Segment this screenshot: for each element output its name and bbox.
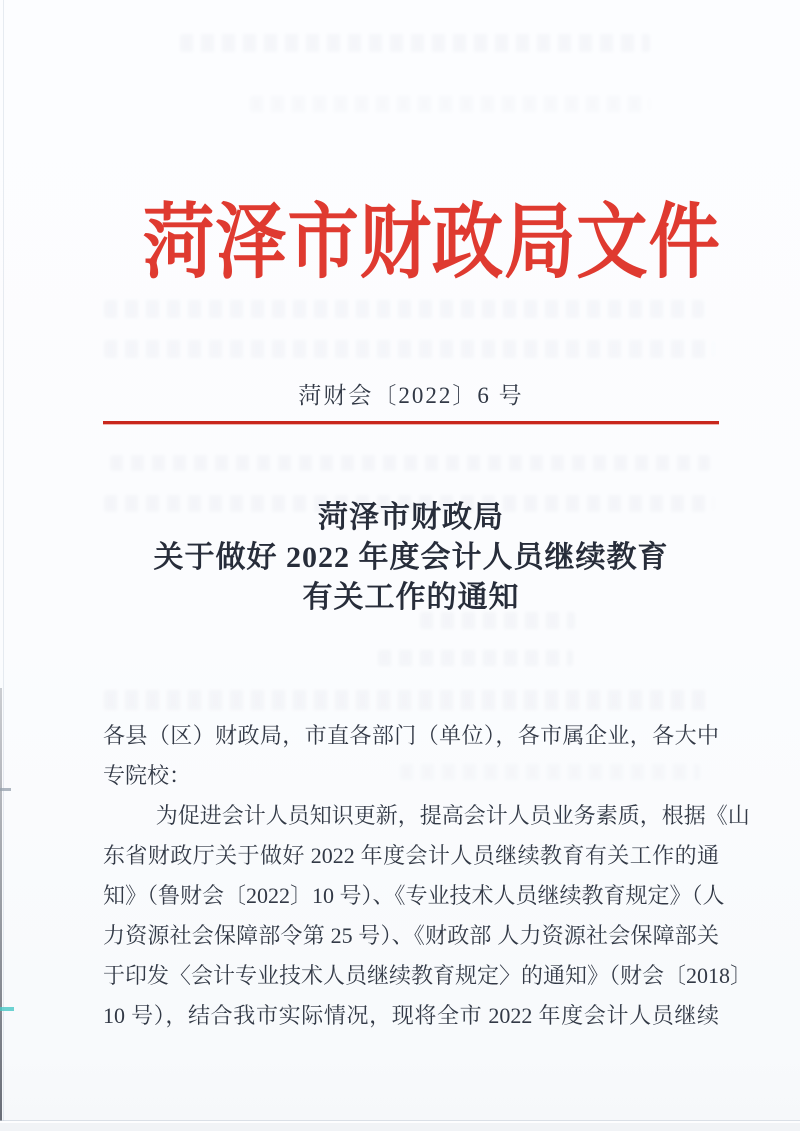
- body-text-line: 为促进会计人员知识更新，提高会计人员业务素质，根据《山: [155, 803, 750, 828]
- scan-edge-line: [3, 0, 4, 1131]
- body-text-line: 专院校：: [103, 763, 192, 788]
- document-title-line: 有关工作的通知: [302, 581, 520, 614]
- body-text-line: 知》（鲁财会〔2022〕10 号）、《专业技术人员继续教育规定》（人: [103, 883, 725, 908]
- document-masthead-title: 菏泽市财政局文件: [143, 197, 721, 288]
- bleedthrough-smudge: [104, 690, 709, 710]
- document-title: [103, 498, 719, 618]
- document-number: 菏财会〔2022〕6 号: [298, 383, 524, 408]
- body-text-line: 各县（区）财政局，市直各部门（单位），各市属企业，各大中: [103, 723, 719, 748]
- bleedthrough-smudge: [250, 96, 650, 112]
- body-text-line: 10 号），结合我市实际情况，现将全市 2022 年度会计人员继续: [103, 1003, 719, 1028]
- body-text-line: 力资源社会保障部令第 25 号）、《财政部 人力资源社会保障部关: [103, 923, 719, 948]
- scan-edge-line: [0, 688, 2, 1131]
- bleedthrough-smudge: [110, 455, 710, 471]
- bleedthrough-smudge: [104, 300, 704, 318]
- bleedthrough-smudge: [104, 340, 714, 358]
- page-bottom-edge: [0, 1121, 800, 1131]
- document-title-line: 关于做好 2022 年度会计人员继续教育: [153, 541, 669, 574]
- document-title-line: 菏泽市财政局: [318, 501, 504, 534]
- document-body: [103, 716, 753, 1036]
- red-divider-line: [103, 421, 719, 424]
- bleedthrough-smudge: [180, 34, 650, 52]
- scan-tick-mark: [0, 788, 11, 791]
- body-text-line: 东省财政厅关于做好 2022 年度会计人员继续教育有关工作的通: [103, 843, 719, 868]
- bleedthrough-smudge: [378, 650, 573, 666]
- body-text-line: 于印发〈会计专业技术人员继续教育规定〉的通知》（财会〔2018〕: [103, 963, 753, 988]
- scan-tick-mark: [0, 1007, 14, 1011]
